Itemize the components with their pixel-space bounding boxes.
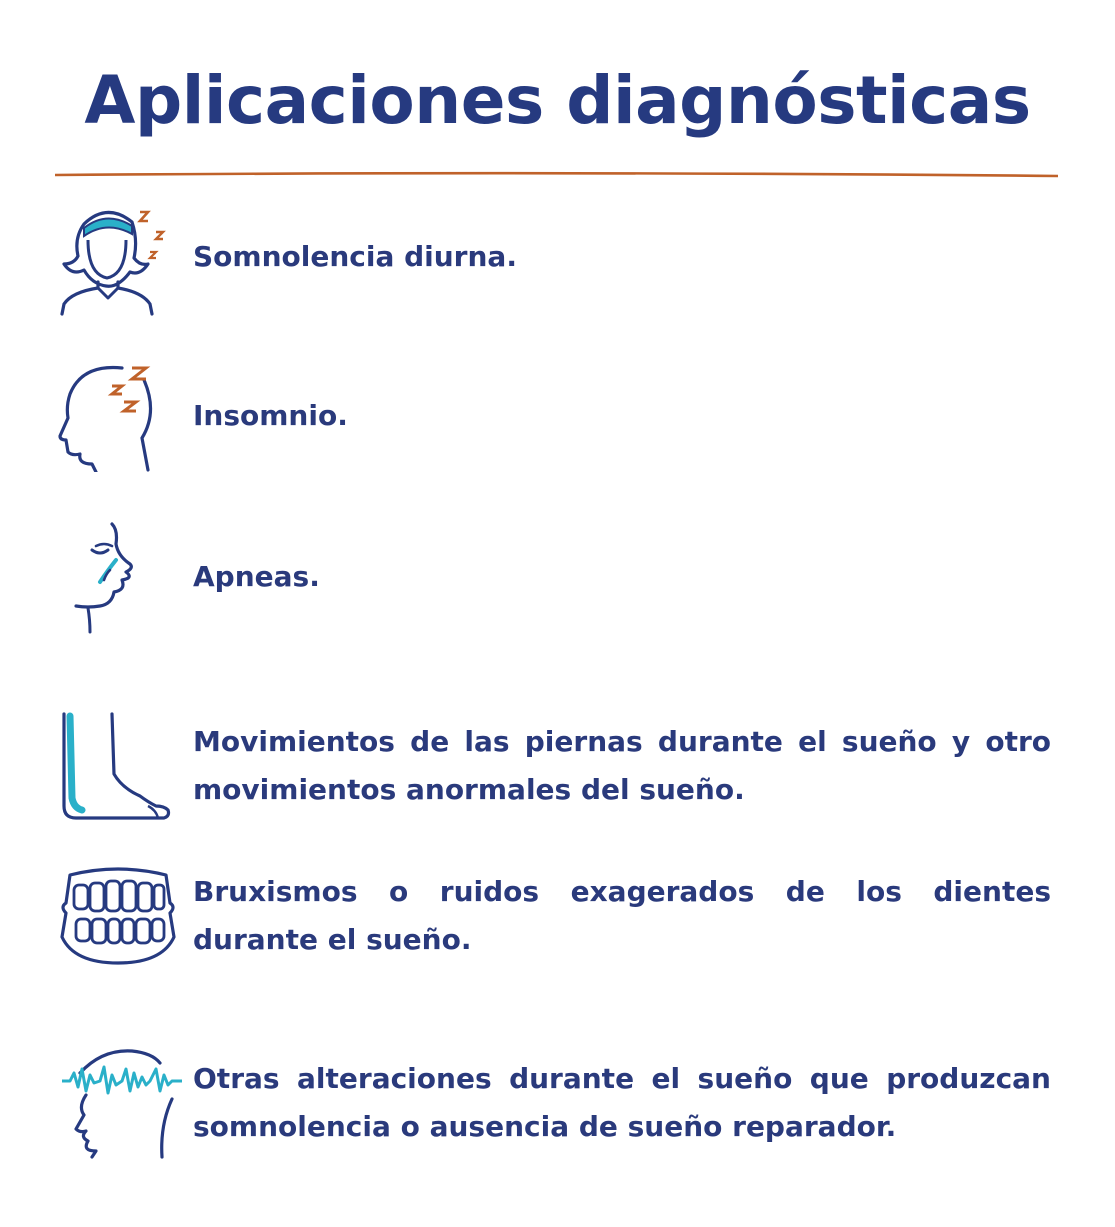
leg-foot-icon: [52, 710, 177, 825]
insomnia-head-icon: [52, 360, 162, 472]
brain-wave-head-icon: [52, 1045, 187, 1160]
item-text: Otras alteraciones durante el sueño que produzcan somnolencia o ausencia de sueño reparador.: [193, 1062, 1051, 1143]
sleepy-woman-icon: [52, 200, 177, 318]
item-text: Bruxismos o ruidos exagerados de los dientes durante el sueño.: [193, 875, 1051, 956]
title-divider: [55, 168, 1058, 182]
teeth-icon: [52, 865, 184, 967]
item-text: Insomnio.: [193, 399, 348, 432]
item-text: Apneas.: [193, 560, 320, 593]
page-title: Aplicaciones diagnósticas: [84, 62, 1031, 139]
item-text: Somnolencia diurna.: [193, 240, 517, 273]
breathing-face-icon: [52, 520, 142, 635]
item-text: Movimientos de las piernas durante el sueño y otro movimientos anormales del sueño.: [193, 725, 1051, 806]
